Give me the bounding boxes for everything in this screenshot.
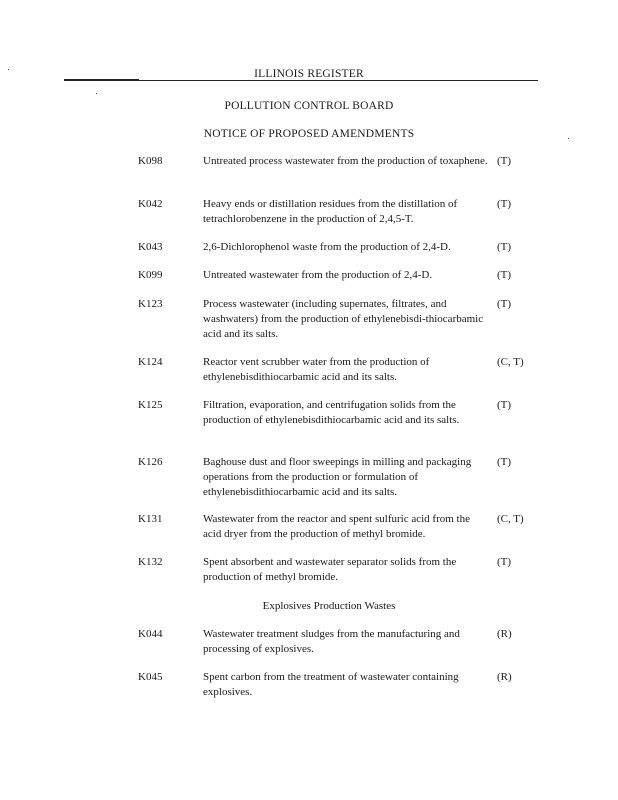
waste-description: Reactor vent scrubber water from the production of ethylenebisdithiocarbamic acid and its salts. [203,356,430,383]
waste-description: Process wastewater (including supernates, filtrates, and washwaters) from the production of ethylenebisdi-thiocarbamic acid and its salts. [203,298,484,340]
notice-title: NOTICE OF PROPOSED AMENDMENTS [203,128,415,140]
waste-description: Untreated process wastewater from the production of toxaphene. [203,155,488,167]
hazard-code: (T) [497,298,512,310]
waste-code: K098 [138,155,163,167]
hazard-code: (T) [497,198,512,210]
hazard-code: (C, T) [497,513,524,525]
waste-description: Spent carbon from the treatment of wastewater containing explosives. [203,671,459,698]
waste-description: Wastewater treatment sludges from the manufacturing and processing of explosives. [203,628,460,655]
waste-code: K132 [138,556,163,568]
waste-code: K042 [138,198,163,210]
waste-code: K099 [138,269,163,281]
waste-description: Baghouse dust and floor sweepings in milling and packaging operations from the production or formulation of ethylenebisdithiocarbamic acid and its salts. [203,456,472,498]
hazard-code: (C, T) [497,356,524,368]
waste-code: K124 [138,356,163,368]
hazard-code: (T) [497,269,512,281]
hazard-code: (R) [497,628,512,640]
waste-description: Wastewater from the reactor and spent sulfuric acid from the acid dryer from the production of methyl bromide. [203,513,470,540]
waste-code: K125 [138,399,163,411]
waste-code: K045 [138,671,163,683]
hazard-code: (T) [497,456,512,468]
waste-code: K126 [138,456,163,468]
hazard-code: (T) [497,556,512,568]
waste-code: K044 [138,628,163,640]
register-title: ILLINOIS REGISTER [254,68,364,80]
waste-code: K131 [138,513,163,525]
waste-description: Spent absorbent and wastewater separator solids from the production of methyl bromide. [203,556,457,583]
hazard-code: (T) [497,155,512,167]
header-rule [64,80,538,81]
hazard-code: (T) [497,241,512,253]
section-heading: Explosives Production Wastes [262,600,396,612]
hazard-code: (R) [497,671,512,683]
scan-speck [96,93,97,94]
waste-code: K043 [138,241,163,253]
waste-description: 2,6-Dichlorophenol waste from the production of 2,4-D. [203,241,451,253]
waste-description: Filtration, evaporation, and centrifugation solids from the production of ethylenebisdithiocarbamic acid and its salts. [203,399,460,426]
waste-description: Untreated wastewater from the production of 2,4-D. [203,269,433,281]
hazard-code: (T) [497,399,512,411]
waste-code: K123 [138,298,163,310]
board-title: POLLUTION CONTROL BOARD [224,100,394,112]
waste-description: Heavy ends or distillation residues from the distillation of tetrachlorobenzene in the production of 2,4,5-T. [203,198,458,225]
